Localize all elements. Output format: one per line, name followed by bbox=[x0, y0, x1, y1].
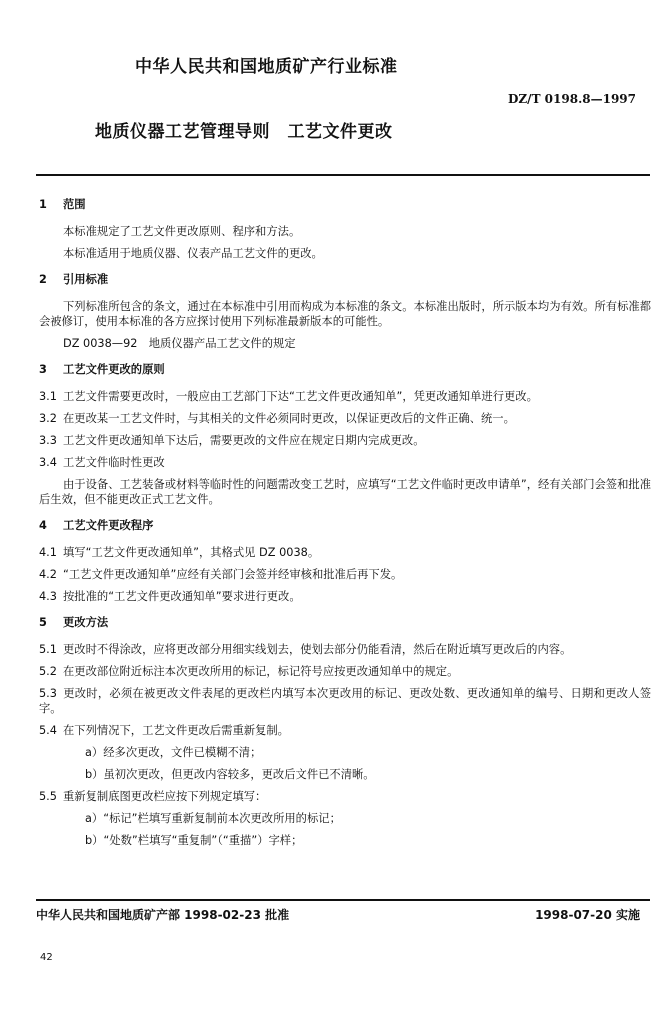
clause-5-4-a: a）经多次更改，文件已模糊不清； bbox=[85, 746, 262, 759]
clause-4-3: 4.3 按批准的“工艺文件更改通知单”要求进行更改。 bbox=[39, 590, 301, 603]
standard-code: DZ/T 0198.8—1997 bbox=[508, 92, 636, 106]
section-1-paragraph: 本标准适用于地质仪器、仪表产品工艺文件的更改。 bbox=[63, 247, 323, 260]
footer-rule bbox=[36, 899, 650, 901]
clause-5-1: 5.1 更改时不得涂改，应将更改部分用细实线划去，使划去部分仍能看清，然后在附近填写更改后的内容。 bbox=[39, 643, 572, 656]
clause-3-1: 3.1 工艺文件需要更改时，一般应由工艺部门下达“工艺文件更改通知单”，凭更改通知单进行更改。 bbox=[39, 390, 538, 403]
approval-line: 中华人民共和国地质矿产部 1998-02-23 批准 bbox=[36, 908, 290, 922]
section-3-heading: 3 工艺文件更改的原则 bbox=[39, 363, 165, 376]
referenced-standard: DZ 0038—92 地质仪器产品工艺文件的规定 bbox=[63, 337, 296, 350]
clause-4-1: 4.1 填写“工艺文件更改通知单”，其格式见 DZ 0038。 bbox=[39, 546, 320, 559]
clause-5-3: 5.3 更改时，必须在被更改文件表尾的更改栏内填写本次更改用的标记、更改处数、更改通知单的编号、日期和更改人签字。 bbox=[39, 687, 651, 715]
clause-3-2: 3.2 在更改某一工艺文件时，与其相关的文件必须同时更改，以保证更改后的文件正确、统一。 bbox=[39, 412, 515, 425]
clause-5-5-b: b）“处数”栏填写“重复制”（“重描”）字样； bbox=[85, 834, 303, 847]
clause-5-4-b: b）虽初次更改，但更改内容较多，更改后文件已不清晰。 bbox=[85, 768, 375, 781]
section-5-heading: 5 更改方法 bbox=[39, 616, 109, 629]
section-2-paragraph: 下列标准所包含的条文，通过在本标准中引用而构成为本标准的条文。本标准出版时，所示版本均为有效。所有标准都会被修订，使用本标准的各方应探讨使用下列标准最新版本的可能性。 bbox=[39, 300, 651, 328]
section-2-heading: 2 引用标准 bbox=[39, 273, 109, 286]
effective-date: 1998-07-20 实施 bbox=[535, 908, 640, 922]
clause-5-4: 5.4 在下列情况下，工艺文件更改后需重新复制。 bbox=[39, 724, 289, 737]
clause-3-3: 3.3 工艺文件更改通知单下达后，需要更改的文件应在规定日期内完成更改。 bbox=[39, 434, 425, 447]
clause-5-2: 5.2 在更改部位附近标注本次更改所用的标记，标记符号应按更改通知单中的规定。 bbox=[39, 665, 459, 678]
clause-3-4-body: 由于设备、工艺装备或材料等临时性的问题需改变工艺时，应填写“工艺文件临时更改申请单”，经有关部门会签和批准后生效，但不能更改正式工艺文件。 bbox=[39, 478, 651, 506]
clause-3-4: 3.4 工艺文件临时性更改 bbox=[39, 456, 165, 469]
header-rule bbox=[36, 174, 650, 176]
section-4-heading: 4 工艺文件更改程序 bbox=[39, 519, 154, 532]
clause-5-5: 5.5 重新复制底图更改栏应按下列规定填写： bbox=[39, 790, 267, 803]
document-title: 地质仪器工艺管理导则 工艺文件更改 bbox=[95, 122, 393, 142]
section-1-paragraph: 本标准规定了工艺文件更改原则、程序和方法。 bbox=[63, 225, 301, 238]
document-body bbox=[39, 197, 651, 855]
page-number: 42 bbox=[40, 952, 53, 963]
clause-5-5-a: a）“标记”栏填写重新复制前本次更改所用的标记； bbox=[85, 812, 341, 825]
standard-organization: 中华人民共和国地质矿产行业标准 bbox=[135, 57, 398, 77]
section-1-heading: 1 范围 bbox=[39, 198, 86, 211]
clause-4-2: 4.2 “工艺文件更改通知单”应经有关部门会签并经审核和批准后再下发。 bbox=[39, 568, 403, 581]
